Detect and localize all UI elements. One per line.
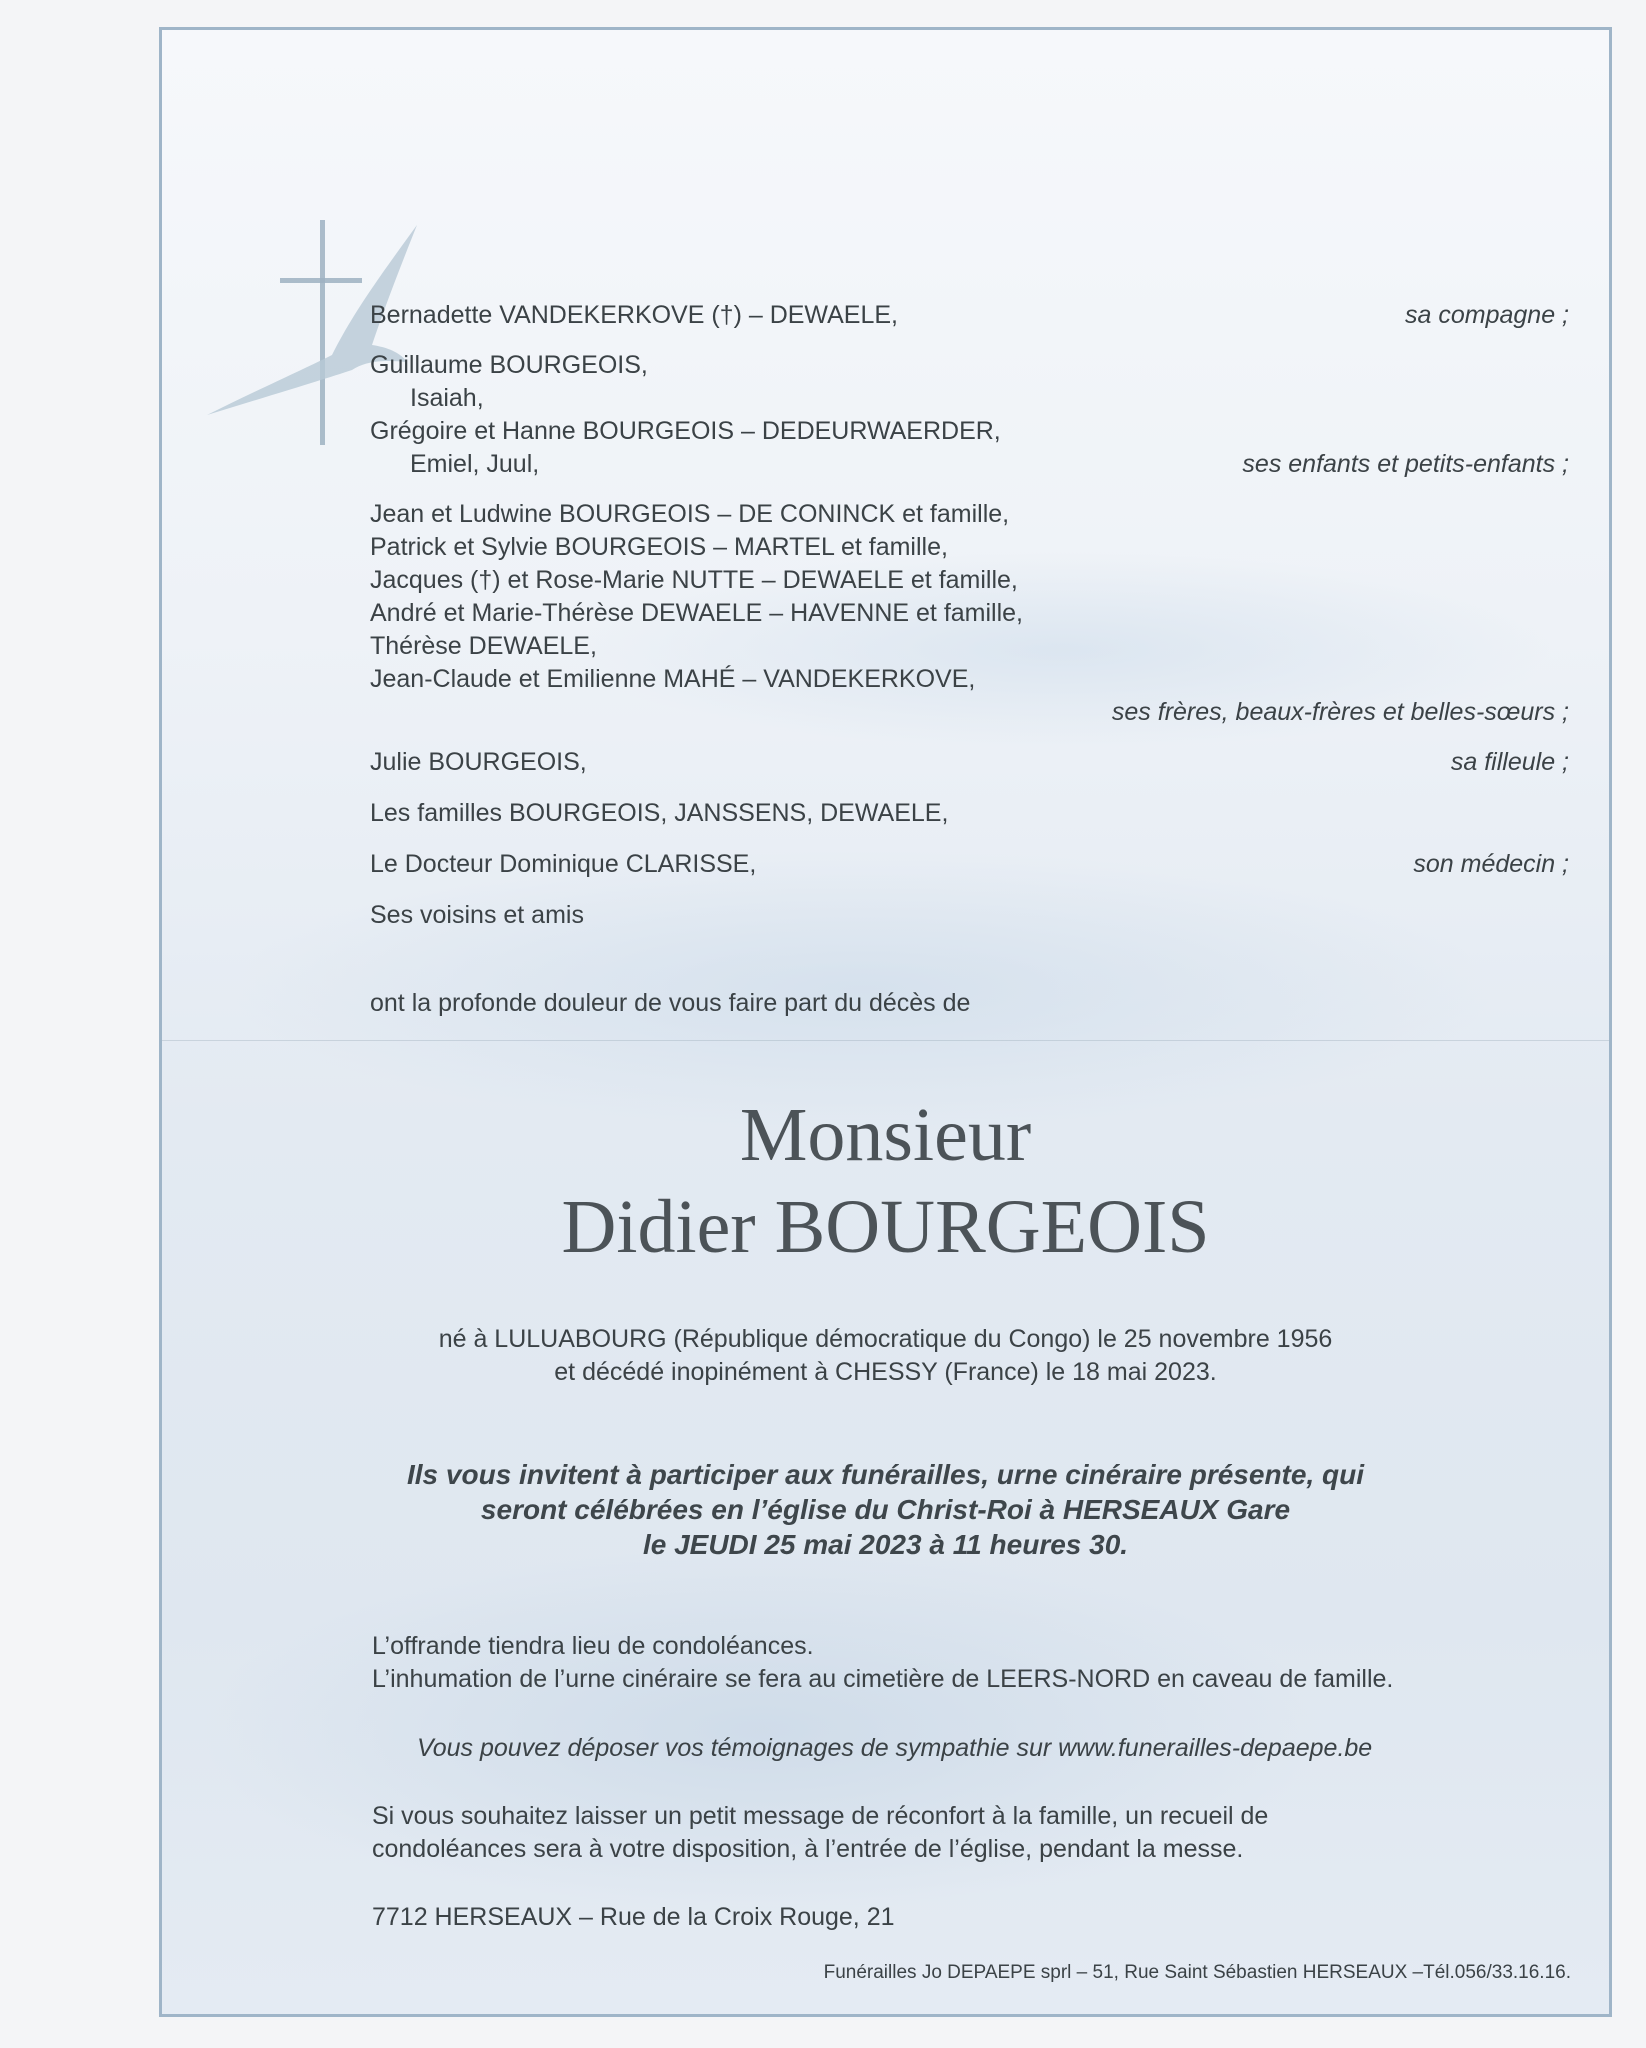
message-note-line: Si vous souhaitez laisser un petit message de réconfort à la famille, un recueil de	[372, 1802, 1269, 1830]
deceased-name: Didier BOURGEOIS	[561, 1185, 1210, 1269]
grandchild-line: Isaiah,	[410, 384, 484, 412]
partner-relation: sa compagne ;	[1405, 301, 1569, 329]
grandchild-line: Emiel, Juul,	[410, 450, 540, 478]
siblings-relation: ses frères, beaux-frères et belles-sœurs ;	[1111, 698, 1569, 726]
sibling-line: Thérèse DEWAELE,	[370, 632, 597, 660]
message-note-line: condoléances sera à votre disposition, à l’entrée de l’église, pendant la messe.	[372, 1835, 1244, 1863]
families-line: Les familles BOURGEOIS, JANSSENS, DEWAELE,	[370, 799, 949, 827]
funeral-home-footer: Funérailles Jo DEPAEPE sprl – 51, Rue Saint Sébastien HERSEAUX –Tél.056/33.16.16.	[823, 1962, 1571, 1983]
sibling-line: André et Marie-Thérèse DEWAELE – HAVENNE et famille,	[370, 599, 1024, 627]
child-line: Grégoire et Hanne BOURGEOIS – DEDEURWAERDER,	[370, 417, 1001, 445]
child-line: Guillaume BOURGEOIS,	[370, 351, 648, 379]
obituary-card	[159, 27, 1612, 2017]
burial-note: L’inhumation de l’urne cinéraire se fera au cimetière de LEERS-NORD en caveau de famille.	[372, 1665, 1394, 1693]
invitation-line: Ils vous invitent à participer aux funérailles, urne cinéraire présente, qui	[407, 1459, 1364, 1490]
friends-line: Ses voisins et amis	[370, 901, 584, 929]
sibling-line: Patrick et Sylvie BOURGEOIS – MARTEL et famille,	[370, 533, 948, 561]
home-address: 7712 HERSEAUX – Rue de la Croix Rouge, 21	[372, 1903, 895, 1931]
doctor-relation: son médecin ;	[1413, 850, 1569, 878]
sibling-line: Jacques (†) et Rose-Marie NUTTE – DEWAELE et famille,	[370, 566, 1018, 594]
birth-line: né à LULUABOURG (République démocratique du Congo) le 25 novembre 1956	[438, 1325, 1333, 1353]
partner-name: Bernadette VANDEKERKOVE (†) – DEWAELE,	[370, 301, 898, 329]
children-relation: ses enfants et petits-enfants ;	[1242, 450, 1569, 478]
invitation-line: seront célébrées en l’église du Christ-Roi à HERSEAUX Gare	[480, 1494, 1291, 1525]
sibling-line: Jean-Claude et Emilienne MAHÉ – VANDEKERKOVE,	[370, 665, 976, 693]
fold-line	[162, 1040, 1609, 1041]
doctor-name: Le Docteur Dominique CLARISSE,	[370, 850, 757, 878]
death-line: et décédé inopinément à CHESSY (France) le 18 mai 2023.	[554, 1358, 1217, 1386]
offering-note: L’offrande tiendra lieu de condoléances.	[372, 1632, 814, 1660]
announcement-line: ont la profonde douleur de vous faire part du décès de	[370, 989, 971, 1017]
sibling-line: Jean et Ludwine BOURGEOIS – DE CONINCK et famille,	[370, 500, 1010, 528]
website-note: Vous pouvez déposer vos témoignages de sympathie sur www.funerailles-depaepe.be	[417, 1734, 1373, 1762]
goddaughter-name: Julie BOURGEOIS,	[370, 748, 587, 776]
invitation-line: le JEUDI 25 mai 2023 à 11 heures 30.	[642, 1529, 1129, 1560]
honorific: Monsieur	[739, 1093, 1032, 1177]
goddaughter-relation: sa filleule ;	[1450, 748, 1569, 776]
